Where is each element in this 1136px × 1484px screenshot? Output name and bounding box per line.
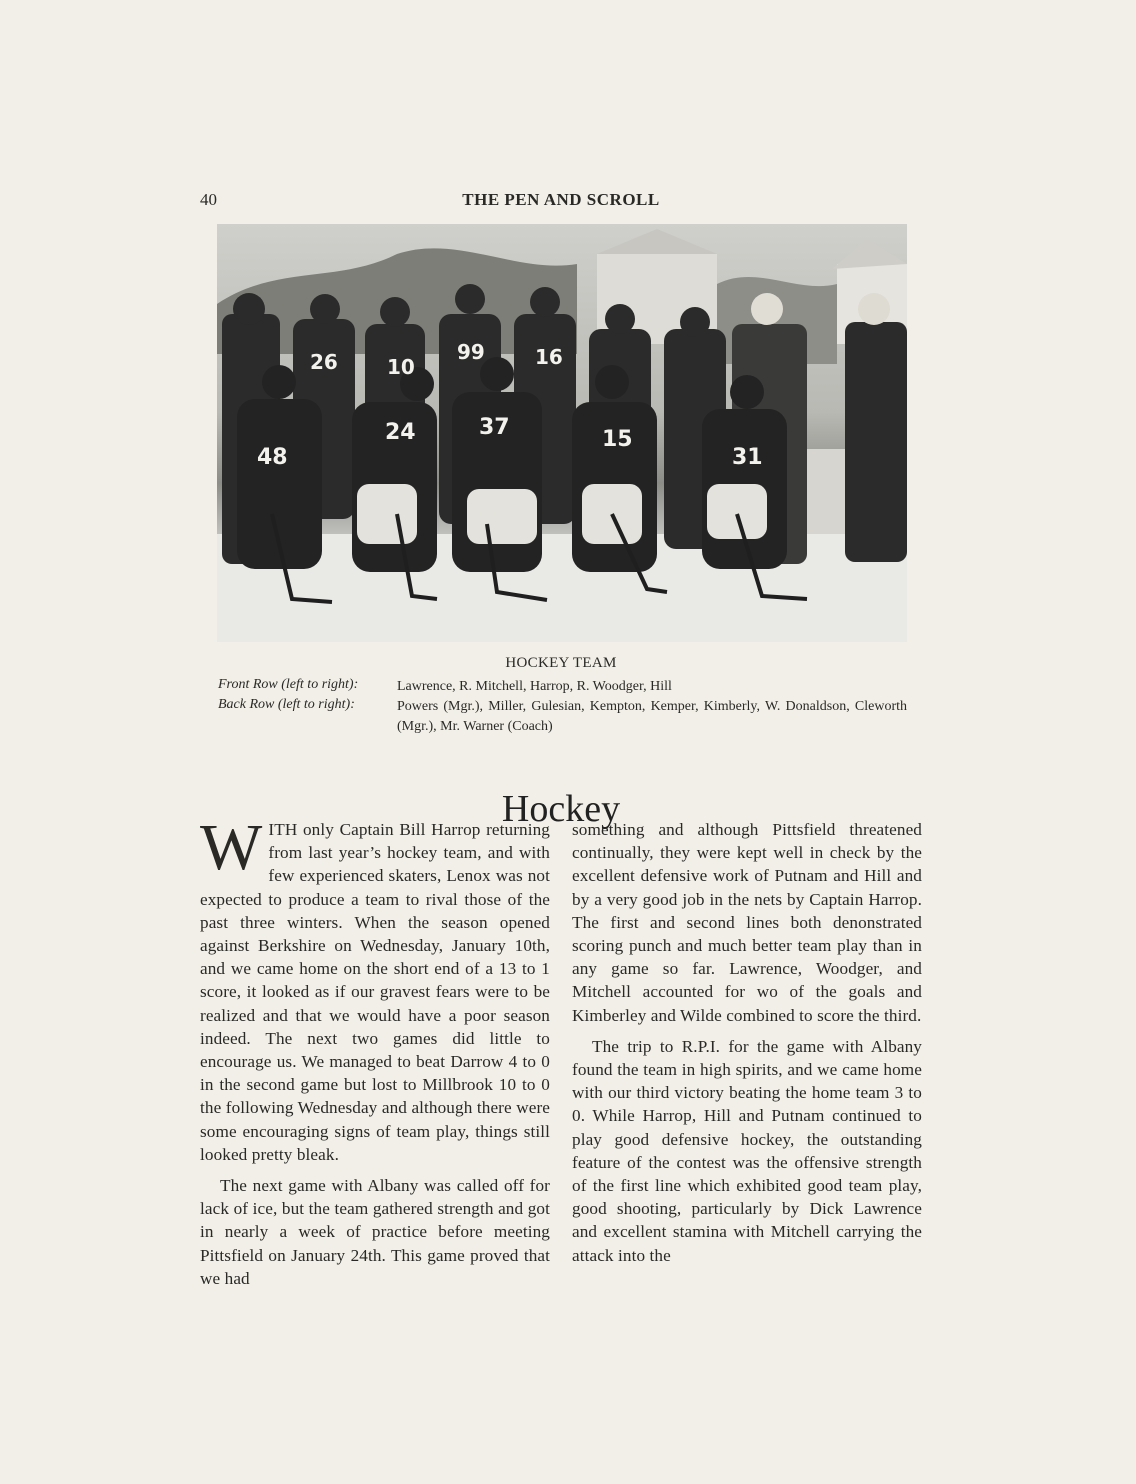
jersey-number: 15: [602, 427, 633, 452]
front-row-label: Front Row (left to right):: [218, 677, 359, 692]
front-row-names: Lawrence, R. Mitchell, Harrop, R. Woodger, Hill: [397, 679, 672, 694]
back-row-label: Back Row (left to right):: [218, 697, 355, 712]
jersey-number: 31: [732, 445, 763, 470]
jersey-number: 16: [535, 345, 563, 369]
caption-title: HOCKEY TEAM: [505, 655, 617, 671]
jersey-number: 24: [385, 420, 416, 445]
jersey-number: 10: [387, 355, 415, 379]
paragraph: The next game with Albany was called off for lack of ice, but the team gathered strength and got in nearly a week of practice before meeting Pittsfield on January 24th. This game proved that we had: [200, 1176, 550, 1288]
page-number: 40: [200, 190, 217, 209]
right-column: [572, 818, 922, 1267]
running-head: THE PEN AND SCROLL: [462, 190, 660, 209]
drop-cap: W: [200, 811, 263, 884]
paragraph: something and although Pittsfield threatened continually, they were kept well in check by the excellent defensive work of Putnam and Hill and by a very good job in the nets by Captain Harrop. The first and second lines both denonstrated scoring punch and much better team play than in any game so far. Lawrence, Woodger, and Mitchell accounted for wo of the goals and Kimberley and Wilde combined to score the third.: [572, 820, 922, 1025]
team-photo: [217, 224, 907, 642]
paragraph: The trip to R.P.I. for the game with Albany found the team in high spirits, and we came home with our third victory beating the home team 3 to 0. While Harrop, Hill and Putnam continued to play good defensive hockey, the outstanding feature of the contest was the offensive strength of the first line which exhibited good team play, good shooting, particularly by Dick Lawrence and excellent stamina with Mitchell carrying the attack into the: [572, 1036, 922, 1265]
paragraph: [200, 811, 550, 1166]
jersey-number: 48: [257, 445, 288, 470]
back-row-names: Powers (Mgr.), Miller, Gulesian, Kempton, Kemper, Kimberly, W. Donaldson, Cleworth (Mgr.), Mr. Warner (Coach): [397, 699, 907, 734]
jersey-number: 37: [479, 415, 510, 440]
jersey-number: 26: [310, 350, 338, 374]
left-column: [200, 811, 550, 1290]
jersey-number: 99: [457, 340, 485, 364]
paragraph-text: ITH only Captain Bill Harrop returning from last year’s hockey team, and with few experienced skaters, Lenox was not expected to produce a team to rival those of the past three winters. When the season opened against Berkshire on Wednesday, January 10th, and we came home on the short end of a 13 to 1 score, it looked as if our gravest fears were to be realized and that we would have a poor season indeed. The next two games did little to encourage us. We managed to beat Darrow 4 to 0 in the second game but lost to Millbrook 10 to 0 the following Wednesday and although there were some encouraging signs of team play, things still looked pretty bleak.: [200, 820, 550, 1164]
article-title: Hockey: [501, 788, 621, 831]
